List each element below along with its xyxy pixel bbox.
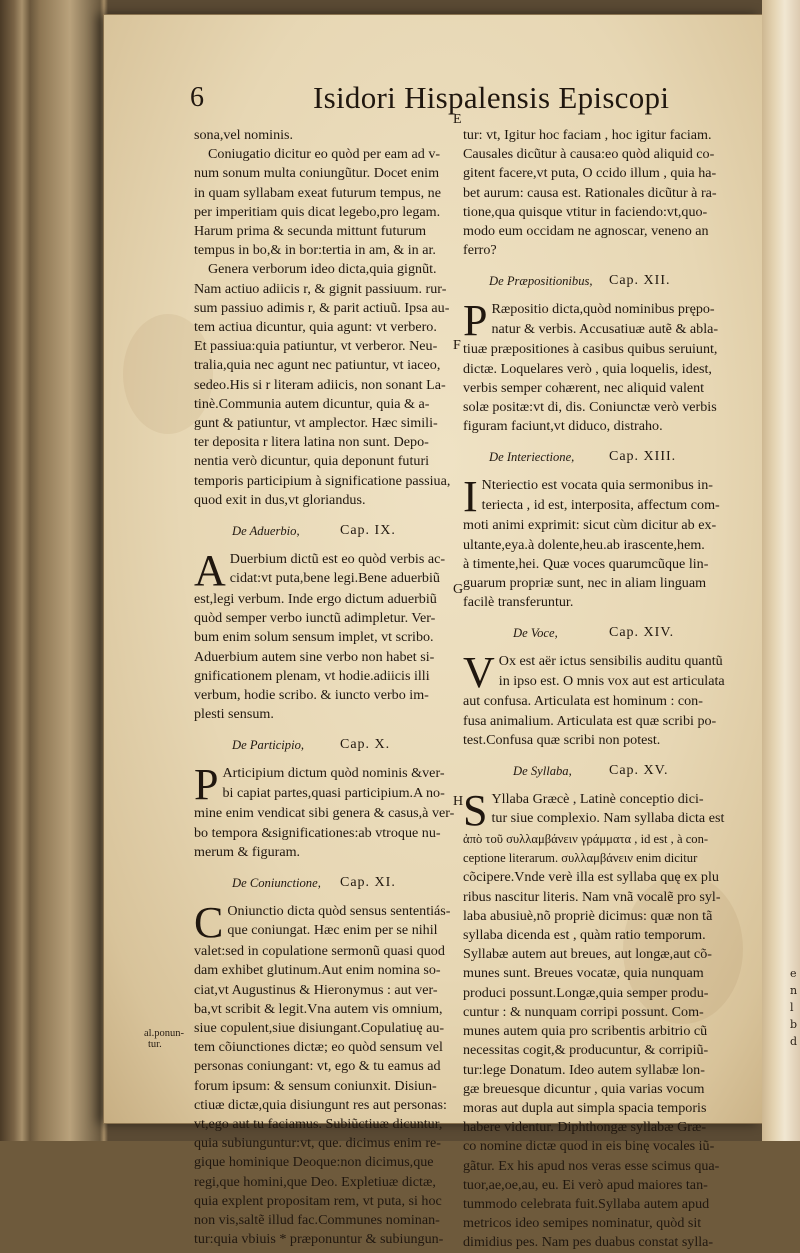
margin-letter-h: H	[453, 794, 464, 809]
chapter-title: De Interiectione,	[489, 450, 575, 465]
text-line: bet aurum: causa est. Rationales dicũtur à ra-	[463, 184, 717, 201]
chapter-title: De Præpositionibus,	[489, 274, 593, 289]
margin-letter-e: E	[453, 112, 462, 127]
text-line: co nomine dictæ quod in eis binę vocales iũ-	[463, 1138, 715, 1155]
text-line: tur: vt, Igitur hoc faciam , hoc igitur faciam.	[463, 127, 712, 143]
text-line: gitent facere,vt puta, O ccido illum , quia ha-	[463, 165, 717, 182]
text-line: plesti sensum.	[194, 706, 274, 723]
text-line: dimidius pes. Nam pes duabus constat sylla-	[463, 1234, 714, 1251]
text-line: gnificationem plenam, vt hodie.adiicis illi	[194, 667, 430, 684]
text-line: natur & verbis. Accusatiuæ autẽ & abla-	[491, 320, 719, 337]
text-line: modo eum occidam ne agnoscar, veneno an	[463, 223, 709, 240]
text-line: metricos ideo semipes nominatur, quòd sit	[463, 1215, 702, 1232]
chapter-heading-x	[194, 732, 444, 758]
text-line: tinè.Communia autem dicuntur, quia & a-	[194, 395, 430, 412]
drop-cap: C	[194, 898, 224, 948]
text-line: tummodo celebrata fuit.Syllaba autem apud	[463, 1195, 710, 1212]
text-line: sona,vel nominis.	[194, 127, 294, 143]
text-line: produci possunt.Longæ,quia semper produ-	[463, 984, 709, 1001]
text-line: Et passiua:quia patiuntur, vt verberor. Neu-	[194, 338, 438, 355]
text-line: vt,ego aut tu faciamus. Subiũctiuæ dicuntur,	[194, 1115, 443, 1132]
text-line: Yllaba Græcè , Latinè conceptio dici-	[491, 791, 704, 808]
paragraph-causales	[463, 126, 719, 260]
text-line: ter deposita r litera latina non sunt. Depo-	[194, 434, 429, 451]
chapter-number: Cap. X.	[340, 737, 391, 753]
text-line: cõcipere.Vnde verè illa est syllaba quę ex plu	[463, 869, 719, 886]
margin-note-line: al.ponun-	[144, 1028, 184, 1039]
text-line: Ox est aër ictus sensibilis auditu quantũ	[498, 653, 723, 670]
text-line: à timente,hei. Quæ voces quarumcũque lin-	[463, 555, 709, 572]
text-line: Causales dicũtur à causa:eo quòd aliquid co-	[463, 146, 715, 163]
text-line: bo tempora &significationes:ab vtroque nu-	[194, 824, 441, 841]
edge-letter: d	[790, 1035, 798, 1048]
text-line: test.Confusa quæ scribi non potest.	[463, 731, 661, 748]
chapter-title: De Syllaba,	[513, 764, 572, 779]
paragraph-praepositio	[463, 296, 719, 436]
paragraph-genera	[194, 260, 451, 510]
text-line: nentia verò dicuntur, quia deponunt futuri	[194, 453, 430, 470]
chapter-heading-ix	[194, 518, 444, 544]
text-line: syllaba dicenda est , quàm ratio temporum.	[463, 927, 706, 944]
right-column	[463, 126, 725, 1253]
text-line: per imperitiam quis dicat legebo,pro legam.	[194, 203, 441, 220]
text-line: ferro?	[463, 242, 497, 259]
edge-letter: b	[790, 1018, 798, 1031]
drop-cap: P	[463, 296, 488, 346]
text-line: figuram faciunt,vt diduco, distraho.	[463, 418, 663, 435]
text-line: munes autem quia pro scribentis arbitrio cũ	[463, 1023, 708, 1040]
chapter-heading-xii	[463, 268, 719, 294]
drop-cap: V	[463, 648, 495, 698]
chapter-number: Cap. XI.	[340, 875, 396, 891]
text-line: ba,vt scribit & legit.Vna autem vis omnium,	[194, 1000, 443, 1017]
chapter-title: De Participio,	[232, 738, 305, 753]
paragraph-coniugatio	[194, 145, 444, 260]
text-line: tem actiua dicuntur, quia agunt: vt verbero.	[194, 319, 437, 336]
text-line: bum enim solum sensum implet, vt scribo.	[194, 629, 434, 646]
text-line: dam exhibet glutinum.Aut enim nomina so-	[194, 962, 441, 979]
text-line: tur:lege Donatum. Ideo autem syllabæ lon-	[463, 1061, 705, 1078]
chapter-number: Cap. IX.	[340, 523, 396, 539]
text-line: in quam syllabam exeat futurum tempus, ne	[194, 184, 441, 201]
margin-letter-f: F	[453, 338, 461, 353]
text-line: mine enim vendicat sibi genera & casus,à ver-	[194, 805, 455, 822]
text-line: tur siue complexio. Nam syllaba dicta est	[491, 810, 725, 827]
paragraph-vox	[463, 648, 725, 750]
margin-note-line: tur.	[148, 1039, 162, 1050]
text-line: cidat:vt puta,bene legi.Bene aduerbiũ	[229, 570, 440, 587]
text-line: num sonum multa coniungũtur. Docet enim	[194, 165, 440, 182]
text-line: ἀπὸ τοῦ συλλαμβάνειν γράμματα , id est , à con-	[463, 832, 709, 847]
text-line: moras aut dupla aut simpla spacia temporis	[463, 1099, 707, 1116]
text-line: ultante,eya.à dolente,heu.ab irascente,hem.	[463, 536, 705, 553]
text-line: fusa animalium. Articulata est quæ scribi po-	[463, 712, 717, 729]
text-line: temporis participium à significatione passiua,	[194, 472, 451, 489]
paragraph-participium	[194, 760, 455, 862]
text-line: verbum, hodie scribo. & iuncto verbo im-	[194, 687, 429, 704]
text-line: laba abusiuè,nõ propriè dicimus: quæ non tã	[463, 907, 713, 924]
text-line: tralia,quia nec agunt nec patiuntur, vt iaceo,	[194, 357, 441, 374]
text-line: quia explent propositam rem, vt puta, si hoc	[194, 1192, 442, 1209]
page-number: 6	[190, 82, 204, 113]
text-line: Ræpositio dicta,quòd nominibus prępo-	[491, 301, 715, 318]
text-line: guarum propriæ sunt, nec in aliam linguam	[463, 575, 707, 592]
margin-letter-g: G	[453, 582, 464, 597]
chapter-title: De Coniunctione,	[232, 876, 321, 891]
text-line: est,legi verbum. Inde ergo dictum aduerbiũ	[194, 591, 437, 608]
text-line: tuor,ae,oe,au, eu. Ei verò apud maiores tan-	[463, 1176, 708, 1193]
text-line: tione,qua quisque vtitur in faciendo:vt,quo-	[463, 203, 708, 220]
book-page	[103, 14, 763, 1251]
text-line: Coniugatio dicitur eo quòd per eam ad v-	[208, 146, 441, 163]
text-line: tur:quia vbiuis * præponuntur & subiungun-	[194, 1231, 444, 1248]
chapter-heading-xiv	[463, 620, 719, 646]
text-line: munes sunt. Breues vocatæ, quia nunquam	[463, 965, 704, 982]
text-line: aut confusa. Articulata est hominum : con-	[463, 693, 703, 710]
text-line: personas coniungant: vt, ego & tu eamus ad	[194, 1058, 441, 1075]
chapter-number: Cap. XIV.	[609, 625, 675, 641]
text-line: moti animi exprimit: sicut cùm dicitur ab ex-	[463, 517, 717, 534]
chapter-number: Cap. XV.	[609, 763, 669, 779]
text-line: dictæ. Loquelares verò , quia loquelis, idest,	[463, 360, 712, 377]
text-line: verbis semper cohærent, nec aliquid valent	[463, 379, 705, 396]
paragraph-coniunctio	[194, 898, 451, 1249]
drop-cap: P	[194, 760, 219, 810]
text-line: facilè transferuntur.	[463, 594, 574, 611]
chapter-number: Cap. XIII.	[609, 449, 677, 465]
text-line: quod exit in dus,vt gloriandus.	[194, 491, 366, 508]
paragraph-syllaba	[463, 786, 725, 1252]
text-line: tempus in bo,& in bor:tertia in am, & in ar.	[194, 242, 436, 259]
chapter-title: De Aduerbio,	[232, 524, 300, 539]
text-line: Duerbium dictũ est eo quòd verbis ac-	[229, 551, 446, 568]
text-line: quia subiunguntur:vt, que. dicimus enim re-	[194, 1135, 441, 1152]
text-line: tem cõiunctiones dictæ; eo quòd sensum vel	[194, 1039, 443, 1056]
text-line: merum & figuram.	[194, 843, 301, 860]
paragraph	[194, 126, 444, 145]
text-line: tiuæ præpositiones à casibus quibus seruiunt,	[463, 341, 718, 358]
page-title: Isidori Hispalensis Episcopi	[313, 80, 670, 115]
text-line: sedeo.His si r literam adiicis, non sonant La-	[194, 376, 446, 393]
drop-cap: S	[463, 786, 488, 836]
text-line: Nteriectio est vocata quia sermonibus in-	[481, 477, 713, 494]
text-line: Articipium dictum quòd nominis &ver-	[222, 765, 445, 782]
chapter-number: Cap. XII.	[609, 273, 671, 289]
edge-letter: e	[790, 967, 797, 980]
text-line: Nam actiuo adiicis r, & gignit passiuum. rur-	[194, 280, 447, 297]
text-line: in ipso est. O mnis vox aut est articulata	[498, 672, 725, 689]
text-line: gique hominique Deoque:non dicimus,que	[194, 1154, 434, 1171]
text-line: ribus nascitur literis. Nam vnã vocalẽ pro syl-	[463, 888, 721, 905]
text-line: valet:sed in copulatione sermonũ quasi quod	[194, 943, 445, 960]
paragraph-aduerbium	[194, 546, 446, 724]
text-line: siue copulent,siue disiungant.Copulatiuę au-	[194, 1019, 445, 1036]
edge-letter: l	[790, 1001, 794, 1014]
text-line: non vis,saltẽ illud fac.Communes nominan-	[194, 1211, 440, 1228]
drop-cap: I	[463, 472, 478, 522]
text-line: solæ positæ:vt di, dis. Coniunctæ verò verbis	[463, 399, 717, 416]
text-line: sum passiuo adimis r, & parit actiuũ. Ipsa au-	[194, 299, 450, 316]
text-line: Syllabæ autem aut breues, aut longæ,aut cõ-	[463, 946, 712, 963]
edge-letter: n	[790, 984, 798, 997]
chapter-title: De Voce,	[513, 626, 558, 641]
text-line: gunt & patiuntur, vt amplector. Hæc simili-	[194, 415, 438, 432]
text-line: teriecta , id est, interposita, affectum com-	[481, 496, 720, 513]
text-line: necessitas cogit,& producuntur, & corripiũ-	[463, 1042, 709, 1059]
running-head	[103, 74, 763, 118]
left-column	[194, 126, 455, 1249]
text-line: ciat,vt Augustinus & Hieronymus : aut ver-	[194, 981, 438, 998]
text-line: ceptione literarum. συλλαμβάνειν enim dicitur	[463, 851, 698, 866]
text-line: quòd semper verbo iunctũ adimpletur. Ver-	[194, 610, 436, 627]
chapter-heading-xiii	[463, 444, 719, 470]
text-line: gæ breuesque dicuntur , quia varias vocum	[463, 1080, 705, 1097]
text-line: regi,que homini,que Deo. Expletiuæ dictæ,	[194, 1173, 436, 1190]
chapter-heading-xi	[194, 870, 444, 896]
text-line: bi capiat partes,quasi participium.A no-	[222, 784, 445, 801]
text-line: forum ipsum: & sensum coniunxit. Disiun-	[194, 1077, 437, 1094]
text-line: Harum prima & secunda mittunt futurum	[194, 223, 427, 240]
text-line: ctiuæ dictæ,quia disiungunt res aut personas:	[194, 1096, 447, 1113]
margin-note	[144, 1028, 184, 1050]
chapter-heading-xv	[463, 758, 719, 784]
text-line: Genera verborum ideo dicta,quia gignũt.	[208, 261, 437, 278]
text-line: Aduerbium autem sine verbo non habet si-	[194, 648, 435, 665]
text-line: cuntur : & nunquam corripi possunt. Com-	[463, 1003, 704, 1020]
paragraph-interiectio	[463, 472, 720, 612]
drop-cap: A	[194, 546, 226, 596]
text-line: habere videntur. Diphthongæ syllabæ Græ-	[463, 1119, 707, 1136]
facing-page-edge	[762, 0, 800, 1141]
text-line: que coniungat. Hæc enim per se nihil	[227, 922, 438, 939]
text-line: Oniunctio dicta quòd sensus sententiás-	[227, 903, 451, 920]
text-line: gãtur. Ex his apud nos veras esse scimus qua-	[463, 1157, 720, 1174]
